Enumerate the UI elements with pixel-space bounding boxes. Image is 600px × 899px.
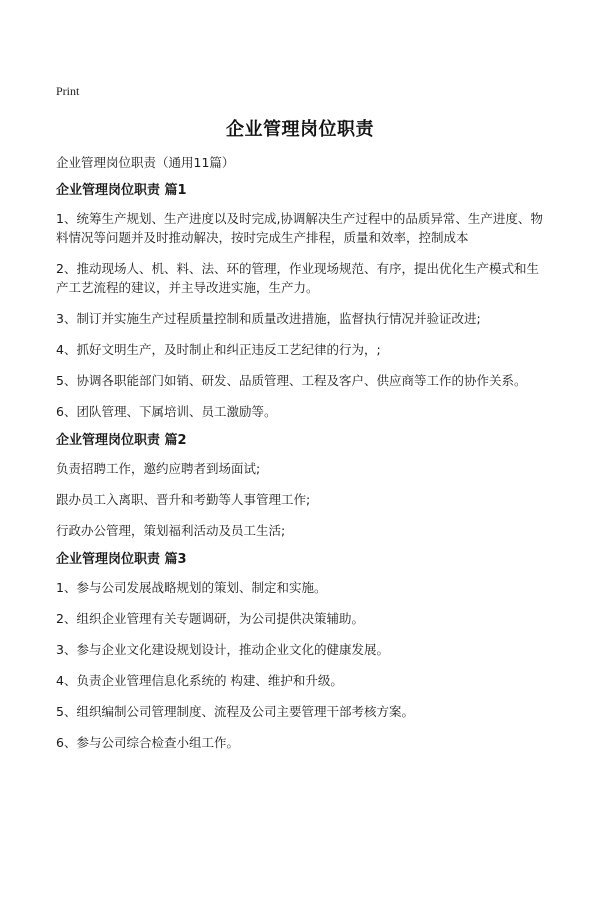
paragraph: 3、参与企业文化建设规划设计，推动企业文化的健康发展。 — [56, 642, 389, 657]
section-heading: 企业管理岗位职责 篇2 — [56, 433, 187, 448]
document-body — [56, 153, 546, 764]
paragraph: 1、参与公司发展战略规划的策划、制定和实施。 — [56, 580, 327, 595]
section-2 — [56, 431, 546, 540]
section-1 — [56, 181, 546, 421]
section-heading: 企业管理岗位职责 篇3 — [56, 552, 187, 567]
section-heading: 企业管理岗位职责 篇1 — [56, 183, 187, 198]
paragraph: 2、组织企业管理有关专题调研，为公司提供决策辅助。 — [56, 611, 364, 626]
paragraph: 4、负责企业管理信息化系统的 构建、维护和升级。 — [56, 673, 343, 688]
paragraph: 6、参与公司综合检查小组工作。 — [56, 735, 239, 750]
paragraph: 4、抓好文明生产，及时制止和纠正违反工艺纪律的行为，; — [56, 342, 381, 357]
document-title: 企业管理岗位职责 — [226, 119, 374, 140]
paragraph: 5、协调各职能部门如销、研发、品质管理、工程及客户、供应商等工作的协作关系。 — [56, 373, 527, 388]
paragraph: 3、制订并实施生产过程质量控制和质量改进措施，监督执行情况并验证改进; — [56, 311, 481, 326]
section-3 — [56, 550, 546, 752]
paragraph: 行政办公管理，策划福利活动及员工生活; — [56, 523, 286, 538]
paragraph: 1、统筹生产规划、生产进度以及时完成,协调解决生产过程中的品质异常、生产进度、物料情况等问题并及时推动解决，按时完成生产排程，质量和效率，控制成本 — [56, 211, 543, 245]
paragraph: 跟办员工入离职、晋升和考勤等人事管理工作; — [56, 492, 311, 507]
paragraph: 2、推动现场人、机、料、法、环的管理，作业现场规范、有序，提出优化生产模式和生产工艺流程的建议，并主导改进实施，生产力。 — [56, 261, 539, 295]
paragraph: 6、团队管理、下属培训、员工激励等。 — [56, 404, 277, 419]
print-label: Print — [56, 84, 80, 98]
document-subtitle: 企业管理岗位职责（通用11篇） — [56, 155, 235, 170]
paragraph: 5、组织编制公司管理制度、流程及公司主要管理干部考核方案。 — [56, 704, 414, 719]
paragraph: 负责招聘工作，邀约应聘者到场面试; — [56, 461, 261, 476]
